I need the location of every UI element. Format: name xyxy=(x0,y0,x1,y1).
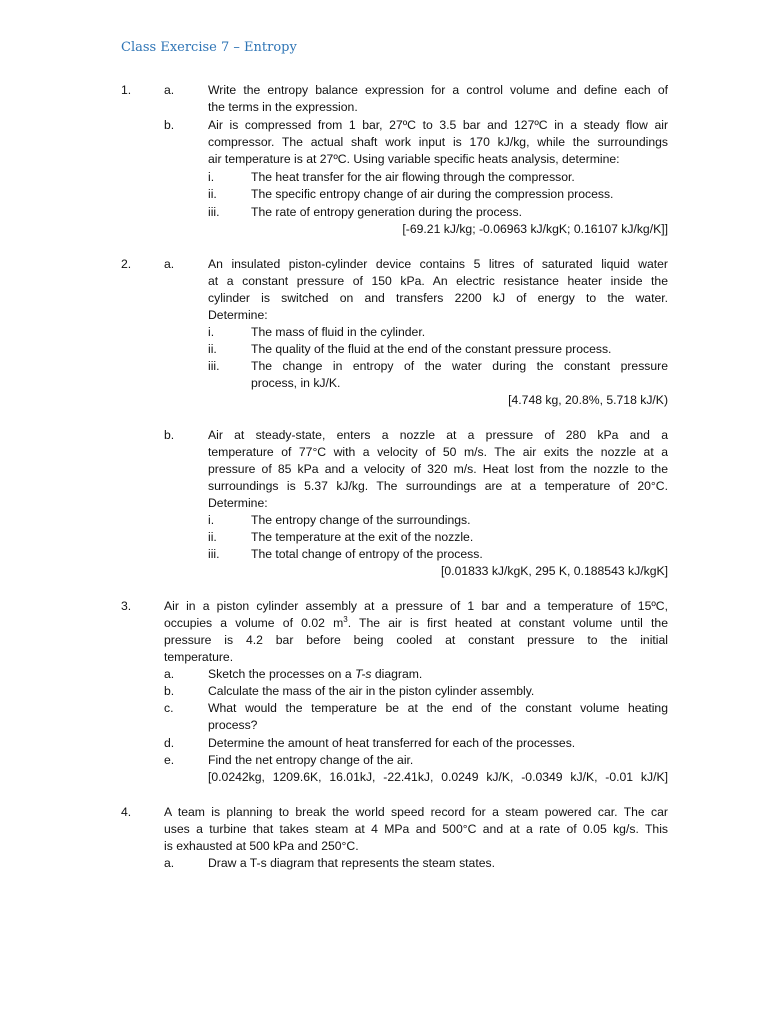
q4a-label: a. xyxy=(164,856,175,870)
q1b-line: compressor. The actual shaft work input is 170 kJ/kg, while the surroundings xyxy=(208,135,668,149)
q3-item-text: Sketch the processes on a T-s diagram. xyxy=(208,667,423,681)
q1b-sub-text: The heat transfer for the air flowing through the compressor. xyxy=(251,170,575,184)
q2a-sub-text: The change in entropy of the water during the constant pressure xyxy=(251,359,668,373)
q2b-label: b. xyxy=(164,428,175,442)
q2b-sub-label: i. xyxy=(208,513,215,527)
q3-item-label: e. xyxy=(164,753,175,767)
q2b-line: temperature of 77°C with a velocity of 50 m/s. The air exits the nozzle at a xyxy=(208,445,668,459)
q2a-sub-text: process, in kJ/K. xyxy=(251,376,341,390)
q3-line: occupies a volume of 0.02 $m^3$. The air is first heated at constant volume until the xyxy=(164,614,668,630)
q4-line: uses a turbine that takes steam at 4 MPa and 500°C and at a rate of 0.05 kg/s. This xyxy=(164,822,668,836)
q2a-sub-label: iii. xyxy=(208,359,220,373)
q4-line: A team is planning to break the world speed record for a steam powered car. The car xyxy=(164,805,668,819)
page-title: Class Exercise 7 – Entropy xyxy=(121,40,297,55)
q1b-sub-label: ii. xyxy=(208,187,217,201)
q3-item-text: Find the net entropy change of the air. xyxy=(208,753,414,767)
q1a-label: a. xyxy=(164,83,175,97)
q3-item-label: d. xyxy=(164,736,175,750)
q2b-line: Air at steady-state, enters a nozzle at a pressure of 280 kPa and a xyxy=(208,428,668,442)
q1-number: 1. xyxy=(121,83,132,97)
q1-answer: [-69.21 kJ/kg; -0.06963 kJ/kgK; 0.16107 kJ/kg/K]] xyxy=(402,222,668,236)
q2b-sub-label: iii. xyxy=(208,547,220,561)
q4-line: is exhausted at 500 kPa and 250°C. xyxy=(164,839,359,853)
q2a-sub-text: The quality of the fluid at the end of the constant pressure process. xyxy=(251,342,612,356)
q2a-line: cylinder is switched on and transfers 2200 kJ of energy to the water. xyxy=(208,291,668,305)
q2a-answer: [4.748 kg, 20.8%, 5.718 kJ/K) xyxy=(508,393,668,407)
q2a-line: An insulated piston-cylinder device contains 5 litres of saturated liquid water xyxy=(208,257,668,271)
q2a-line: at a constant pressure of 150 kPa. An electric resistance heater inside the xyxy=(208,274,668,288)
q2a-sub-label: i. xyxy=(208,325,215,339)
q3-line: pressure is 4.2 bar before being cooled at constant pressure to the initial xyxy=(164,633,668,647)
q2a-line: Determine: xyxy=(208,308,268,322)
q1b-line: Air is compressed from 1 bar, 27ºC to 3.5 bar and 127ºC in a steady flow air xyxy=(208,118,668,132)
q3-item-text: What would the temperature be at the end of the constant volume heating xyxy=(208,701,668,715)
q3-line: Air in a piston cylinder assembly at a pressure of 1 bar and a temperature of 15ºC, xyxy=(164,599,668,613)
q1b-line: air temperature is at 27ºC. Using variable specific heats analysis, determine: xyxy=(208,152,620,166)
q2a-sub-label: ii. xyxy=(208,342,217,356)
q3-item-label: b. xyxy=(164,684,175,698)
q2-number: 2. xyxy=(121,257,132,271)
q1b-sub-text: The specific entropy change of air during the compression process. xyxy=(251,187,614,201)
q1b-sub-text: The rate of entropy generation during the process. xyxy=(251,205,522,219)
q2a-label: a. xyxy=(164,257,175,271)
q3-line: temperature. xyxy=(164,650,234,664)
q2b-sub-label: ii. xyxy=(208,530,217,544)
q1a-line: Write the entropy balance expression for a control volume and define each of xyxy=(208,83,668,97)
q1a-line: the terms in the expression. xyxy=(208,100,358,114)
q2b-sub-text: The temperature at the exit of the nozzle. xyxy=(251,530,474,544)
q3-answer: [0.0242kg, 1209.6K, 16.01kJ, -22.41kJ, 0.0249 kJ/K, -0.0349 kJ/K, -0.01 kJ/K] xyxy=(208,770,668,784)
q4a-text: Draw a T-s diagram that represents the steam states. xyxy=(208,856,495,870)
q3-item-text: Calculate the mass of the air in the piston cylinder assembly. xyxy=(208,684,535,698)
q2b-sub-text: The total change of entropy of the process. xyxy=(251,547,483,561)
q1b-label: b. xyxy=(164,118,175,132)
q2b-line: pressure of 85 kPa and a velocity of 320 m/s. Heat lost from the nozzle to the xyxy=(208,462,668,476)
q2b-answer: [0.01833 kJ/kgK, 295 K, 0.188543 kJ/kgK] xyxy=(441,564,668,578)
q3-item-text: process? xyxy=(208,718,258,732)
q3-number: 3. xyxy=(121,599,132,613)
q4-number: 4. xyxy=(121,805,132,819)
q2b-sub-text: The entropy change of the surroundings. xyxy=(251,513,471,527)
q3-item-label: a. xyxy=(164,667,175,681)
q1b-sub-label: iii. xyxy=(208,205,220,219)
q3-item-text: Determine the amount of heat transferred for each of the processes. xyxy=(208,736,576,750)
q1b-sub-label: i. xyxy=(208,170,215,184)
q2b-line: Determine: xyxy=(208,496,268,510)
q2a-sub-text: The mass of fluid in the cylinder. xyxy=(251,325,426,339)
q2b-line: surroundings is 5.37 kJ/kg. The surroundings are at a temperature of 20°C. xyxy=(208,479,668,493)
q3-item-label: c. xyxy=(164,701,174,715)
